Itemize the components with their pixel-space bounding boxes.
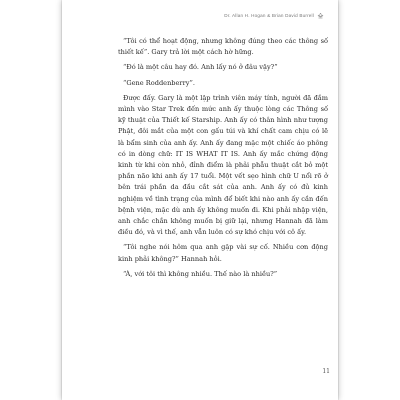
book-page — [62, 0, 338, 400]
paragraph: Được đấy. Gary là một lập trình viên máy tính, người đã đắm mình vào Star Trek đến mức anh ấy thuộc lòng các Thông số kỹ thuật của Thiết kế Starship. Anh ấy có thân hình như tượng Phật, đôi mắt của một con gấu túi và khí chất cam chịu có lẽ là bẩm sinh của anh ấy. Anh ấy đang mặc một chiếc áo phông có in dòng chữ: IT IS WHAT IT IS. Anh ấy mắc chứng động kinh từ khi còn nhỏ, đỉnh điểm là phải phẫu thuật cắt bỏ một phần não khi anh ấy 17 tuổi. Một vết sẹo hình chữ U nổi rõ ở bên trái phần da đầu cắt sát của anh. Anh ấy có đủ kinh nghiệm về tình trạng của mình để biết khi nào anh ấy cần đến bệnh viện, mặc dù anh ấy không muốn đi. Khi phải nhập viện, anh chắc chắn không muốn bị giữ lại, nhưng Hannah đã làm điều đó, và vì thế, anh vẫn luôn có sự khó chịu với cô ấy. — [118, 93, 328, 237]
paragraph: “Gene Roddenberry”. — [123, 78, 195, 87]
lotus-ornament-icon — [317, 12, 324, 19]
paragraph: “Tôi có thể hoạt động, nhưng không đúng theo các thông số thiết kế”. Gary trả lời một cách hờ hững. — [118, 37, 328, 57]
paragraph: “Tôi nghe nói hôm qua anh gặp vài sự cố. Nhiều cơn động kinh phải không?” Hannah hỏi. — [118, 243, 328, 263]
page-number: 11 — [322, 368, 330, 375]
paragraph: “À, với tôi thì không nhiều. Thế nào là nhiều?” — [123, 269, 278, 278]
running-head — [224, 12, 324, 19]
paragraph: “Đó là một câu hay đó. Anh lấy nó ở đâu vậy?” — [123, 63, 278, 72]
body-text — [118, 36, 328, 284]
running-head-authors: Dr. Allan H. Hogan & Brian David Burrell — [224, 13, 314, 18]
